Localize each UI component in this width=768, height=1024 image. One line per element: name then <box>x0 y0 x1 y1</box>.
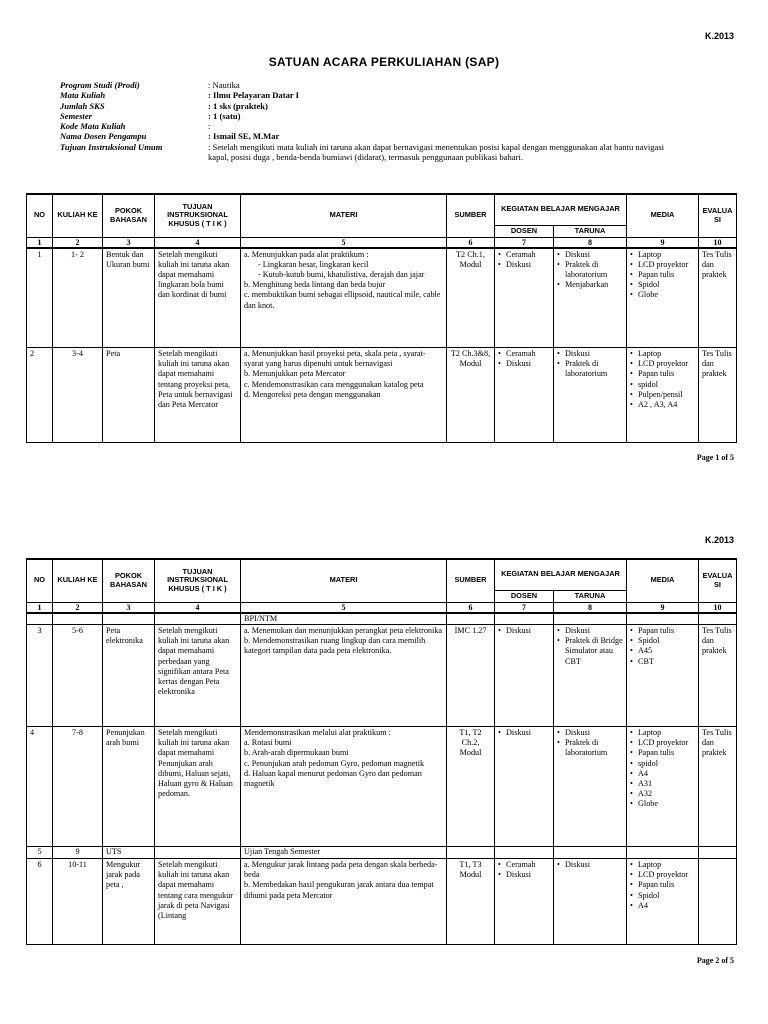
cell-no: 6 <box>27 859 53 945</box>
cell-dosen: • Ceramah • Diskusi <box>495 859 554 945</box>
cell-kuliah: 9 <box>53 847 103 859</box>
cell-materi: BPI/NTM <box>241 613 447 625</box>
cell-media: • Laptop • LCD proyektor • Papan tulis • spidol • A4 • A31 • A32 • Globe <box>627 727 699 847</box>
cell-dosen: • Ceramah • Diskusi <box>495 348 554 443</box>
cell-evaluasi: Tes Tulis dan praktek <box>699 348 737 443</box>
cell-materi: Ujian Tengah Semester <box>241 847 447 859</box>
cell-evaluasi: Tes Tulis dan praktek <box>699 625 737 727</box>
cell-taruna: • Diskusi • Praktek di laboratorium <box>554 727 627 847</box>
cell-dosen: • Ceramah • Diskusi <box>495 248 554 348</box>
header-no: NO <box>27 194 53 237</box>
cell-kuliah: 1- 2 <box>53 248 103 348</box>
cell-pokok: Peta elektronika <box>103 625 155 727</box>
header-taruna: TARUNA <box>554 225 627 237</box>
cell-sumber: T1, T3 Modul <box>447 859 495 945</box>
table-row <box>27 248 737 348</box>
doc-code: K.2013 <box>704 535 734 545</box>
cell-tujuan: Setelah mengikuti kuliah ini taruna akan dapat memahami Penunjukan arah dibumi, Haluan sejati, Haluan gyro & Haluan pedoman. <box>155 727 241 847</box>
header-kegiatan: KEGIATAN BELAJAR MENGAJAR <box>495 194 627 225</box>
cell-tujuan: Setelah mengikuti kuliah ini taruna akan dapat memahami tentang cara mengukur jarak di peta Navigasi (Lintang <box>155 859 241 945</box>
table-row <box>27 348 737 443</box>
sap-table-page-1: NO KULIAH KE POKOK BAHASAN TUJUAN INSTRUKSIONAL KHUSUS ( T I K ) MATERI SUMBER KEGIATAN BELAJAR MENGAJAR MEDIA EVALUA SI DOSEN TARUNA 1 2 3 4 5 6 7 8 9 10 1 1- 2 Bentuk dan Ukuran bumi Setelah mengikuti kuliah ini taruna akan dapat memahami lingkaran bola bumi dan kordinat di bumi a. Menunjukkan pada alat praktikum : - Lingkaran besar, lingkaran kecil - Kutub-kutub bumi, khatulistiva, derajah dan jajar b. Menghitung beda lintang dan beda bujur c. membuktikan bumi sebagai ellipsoid, nautical mile, cable dan knot. T2 Ch.1, Modul • Ceramah • Diskusi • Diskusi • Praktek di laboratorium • Menjabarkan • Laptop • LCD proyektor • Papan tulis • Spidol • Globe Tes Tulis dan praktek 2 3-4 Peta Setelah mengikuti kuliah ini taruna akan dapat memahami tentang proyeksi peta, Peta untuk bernavigasi dan Peta Mercator a. Menunjukkan hasil proyeksi peta, skala peta , syarat-syarat yang harus dipenuhi untuk bernavigasi b. Menunjukkan peta Mercator c. Mendemonstrasikan cara menggunakan katalog peta d. Mengoreksi peta dengan menggunakan T2 Ch.3&8, Modul • Ceramah • Diskusi • Diskusi • Praktek di laboratorium • Laptop • LCD proyektor • Papan tulis • spidol • Pulpen/pensil • A2 , A3, A4 Tes Tulis dan praktek <box>26 193 737 443</box>
cell-sumber: T1, T2 Ch.2, Modul <box>447 727 495 847</box>
cell-kuliah: 5-6 <box>53 625 103 727</box>
page-number: Page 1 of 5 <box>696 453 734 462</box>
cell-pokok: Peta <box>103 348 155 443</box>
cell-tujuan: Setelah mengikuti kuliah ini taruna akan dapat memahami perbedaan yang signifikan antara Peta kertas dengan Peta elektronika <box>155 625 241 727</box>
cell-pokok: Bentuk dan Ukuran bumi <box>103 248 155 348</box>
header-media: MEDIA <box>627 559 699 602</box>
cell-kuliah: 7-8 <box>53 727 103 847</box>
cell-materi: a. Mengukur jarak lintang pada peta dengan skala berbeda-beda b. Membedakan hasil pengukuran jarak antara dua tempat dibumi pada peta Mercator <box>241 859 447 945</box>
cell-taruna: • Diskusi • Praktek di laboratorium • Menjabarkan <box>554 248 627 348</box>
cell-dosen: • Diskusi <box>495 625 554 727</box>
cell-kuliah: 10-11 <box>53 859 103 945</box>
header-materi: MATERI <box>241 559 447 602</box>
cell-kuliah: 3-4 <box>53 348 103 443</box>
cell-evaluasi: Tes Tulis dan praktek <box>699 727 737 847</box>
page-number: Page 2 of 5 <box>696 956 734 965</box>
cell-media: • Laptop • LCD proyektor • Papan tulis • Spidol • A4 <box>627 859 699 945</box>
cell-dosen: • Diskusi <box>495 727 554 847</box>
cell-materi: a. Menunjukkan pada alat praktikum : - Lingkaran besar, lingkaran kecil - Kutub-kutub bumi, khatulistiva, derajah dan jajar b. Menghitung beda lintang dan beda bujur c. membuktikan bumi sebagai ellipsoid, nautical mile, cable dan knot. <box>241 248 447 348</box>
cell-taruna: • Diskusi • Praktek di Bridge Simulator atau CBT <box>554 625 627 727</box>
header-sumber: SUMBER <box>447 194 495 237</box>
header-evaluasi: EVALUA SI <box>699 559 737 602</box>
cell-pokok: UTS <box>103 847 155 859</box>
cell-no: 4 <box>27 727 53 847</box>
header-media: MEDIA <box>627 194 699 237</box>
cell-no: 3 <box>27 625 53 727</box>
header-sumber: SUMBER <box>447 559 495 602</box>
header-kegiatan: KEGIATAN BELAJAR MENGAJAR <box>495 559 627 590</box>
cell-no: 5 <box>27 847 53 859</box>
header-tujuan: TUJUAN INSTRUKSIONAL KHUSUS ( T I K ) <box>155 559 241 602</box>
header-dosen: DOSEN <box>495 225 554 237</box>
cell-tujuan: Setelah mengikuti kuliah ini taruna akan dapat memahami tentang proyeksi peta, Peta untuk bernavigasi dan Peta Mercator <box>155 348 241 443</box>
table-row <box>27 727 737 847</box>
cell-materi: Mendemonstrasikan melalui alat praktikum : a. Rotasi bumi b. Arah-arah dipermukaan bumi c. Penunjukan arah pedoman Gyro, pedoman magnetik d. Haluan kapal menurut pedoman Gyro dan pedoman magnetik <box>241 727 447 847</box>
page-title: SATUAN ACARA PERKULIAHAN (SAP) <box>268 55 500 69</box>
cell-media: • Laptop • LCD proyektor • Papan tulis • spidol • Pulpen/pensil • A2 , A3, A4 <box>627 348 699 443</box>
cell-sumber: T2 Ch.3&8, Modul <box>447 348 495 443</box>
table-row <box>27 613 737 625</box>
header-kuliah: KULIAH KE <box>53 194 103 237</box>
cell-materi: a. Menemukan dan menunjukkan perangkat peta elektronika b. Mendemonstrasikan ruang lingkup dan cara memilih kategori tampilan data pada peta elektronika. <box>241 625 447 727</box>
header-evaluasi: EVALUA SI <box>699 194 737 237</box>
header-pokok: POKOK BAHASAN <box>103 194 155 237</box>
cell-tujuan: Setelah mengikuti kuliah ini taruna akan dapat memahami lingkaran bola bumi dan kordinat di bumi <box>155 248 241 348</box>
cell-pokok: Mengukur jarak pada peta , <box>103 859 155 945</box>
header-no: NO <box>27 559 53 602</box>
cell-no: 2 <box>27 348 53 443</box>
sap-table-page-2: NO KULIAH KE POKOK BAHASAN TUJUAN INSTRUKSIONAL KHUSUS ( T I K ) MATERI SUMBER KEGIATAN BELAJAR MENGAJAR MEDIA EVALUA SI DOSEN TARUNA 1 2 3 4 5 6 7 8 9 10 BPI/NTM 3 5-6 Peta elektronika Setelah mengikuti kuliah ini taruna akan dapat memahami perbedaan yang signifikan antara Peta kertas dengan Peta elektronika a. Menemukan dan menunjukkan perangkat peta elektronika b. Mendemonstrasikan ruang lingkup dan cara memilih kategori tampilan data pada peta elektronika. IMC 1.27 • Diskusi • Diskusi • Praktek di Bridge Simulator atau CBT • Papan tulis • Spidol • A45 • CBT Tes Tulis dan praktek 4 7-8 Penunjukan arah bumi Setelah mengikuti kuliah ini taruna akan dapat memahami Penunjukan arah dibumi, Haluan sejati, Haluan gyro & Haluan pedoman. Mendemonstrasikan melalui alat praktikum : a. Rotasi bumi b. Arah-arah dipermukaan bumi c. Penunjukan arah pedoman Gyro, pedoman magnetik d. Haluan kapal menurut pedoman Gyro dan pedoman magnetik T1, T2 Ch.2, Modul • Diskusi • Diskusi • Praktek di laboratorium • Laptop • LCD proyektor • Papan tulis • spidol • A4 • A31 • A32 • Globe Tes Tulis dan praktek 5 9 UTS Ujian Tengah Semester 6 10-11 Mengukur jarak pada peta , Setelah mengikuti kuliah ini taruna akan dapat memahami tentang cara mengukur jarak di peta Navigasi (Lintang a. Mengukur jarak lintang pada peta dengan skala berbeda-beda b. Membedakan hasil pengukuran jarak antara dua tempat dibumi pada peta Mercator T1, T3 Modul • Ceramah • Diskusi • Diskusi • Laptop • LCD proyektor • Papan tulis • Spidol • A4 <box>26 558 737 945</box>
doc-code: K.2013 <box>704 31 734 41</box>
table-row <box>27 847 737 859</box>
cell-pokok: Penunjukan arah bumi <box>103 727 155 847</box>
header-pokok: POKOK BAHASAN <box>103 559 155 602</box>
cell-media: • Laptop • LCD proyektor • Papan tulis • Spidol • Globe <box>627 248 699 348</box>
cell-taruna: • Diskusi <box>554 859 627 945</box>
cell-sumber: T2 Ch.1, Modul <box>447 248 495 348</box>
cell-sumber: IMC 1.27 <box>447 625 495 727</box>
header-tujuan: TUJUAN INSTRUKSIONAL KHUSUS ( T I K ) <box>155 194 241 237</box>
header-taruna: TARUNA <box>554 590 627 602</box>
cell-evaluasi: Tes Tulis dan praktek <box>699 248 737 348</box>
cell-evaluasi <box>699 859 737 945</box>
header-dosen: DOSEN <box>495 590 554 602</box>
cell-materi: a. Menunjukkan hasil proyeksi peta, skala peta , syarat-syarat yang harus dipenuhi untuk bernavigasi b. Menunjukkan peta Mercator c. Mendemonstrasikan cara menggunakan katalog peta d. Mengoreksi peta dengan menggunakan <box>241 348 447 443</box>
header-kuliah: KULIAH KE <box>53 559 103 602</box>
course-info: Program Studi (Prodi) : Nautika Mata Kuliah : Ilmu Pelayaran Datar I Jumlah SKS : 1 sks (praktek) Semester : 1 (satu) Kode Mata Kuliah : Nama Dosen Pengampu : Ismail SE, M.Mar Tujuan Instruksional Umum : Setelah mengikuti mata kuliah ini taruna akan dapat bernavigasi menentukan posisi kapal dengan menggunakan alat bantu navigasi kapal, posisi duga , benda-benda bumiawi (didarat), termasuk penggunaan publikasi bahari. <box>60 80 665 163</box>
cell-no: 1 <box>27 248 53 348</box>
cell-taruna: • Diskusi • Praktek di laboratorium <box>554 348 627 443</box>
cell-media: • Papan tulis • Spidol • A45 • CBT <box>627 625 699 727</box>
table-row <box>27 859 737 945</box>
table-row <box>27 625 737 727</box>
header-materi: MATERI <box>241 194 447 237</box>
